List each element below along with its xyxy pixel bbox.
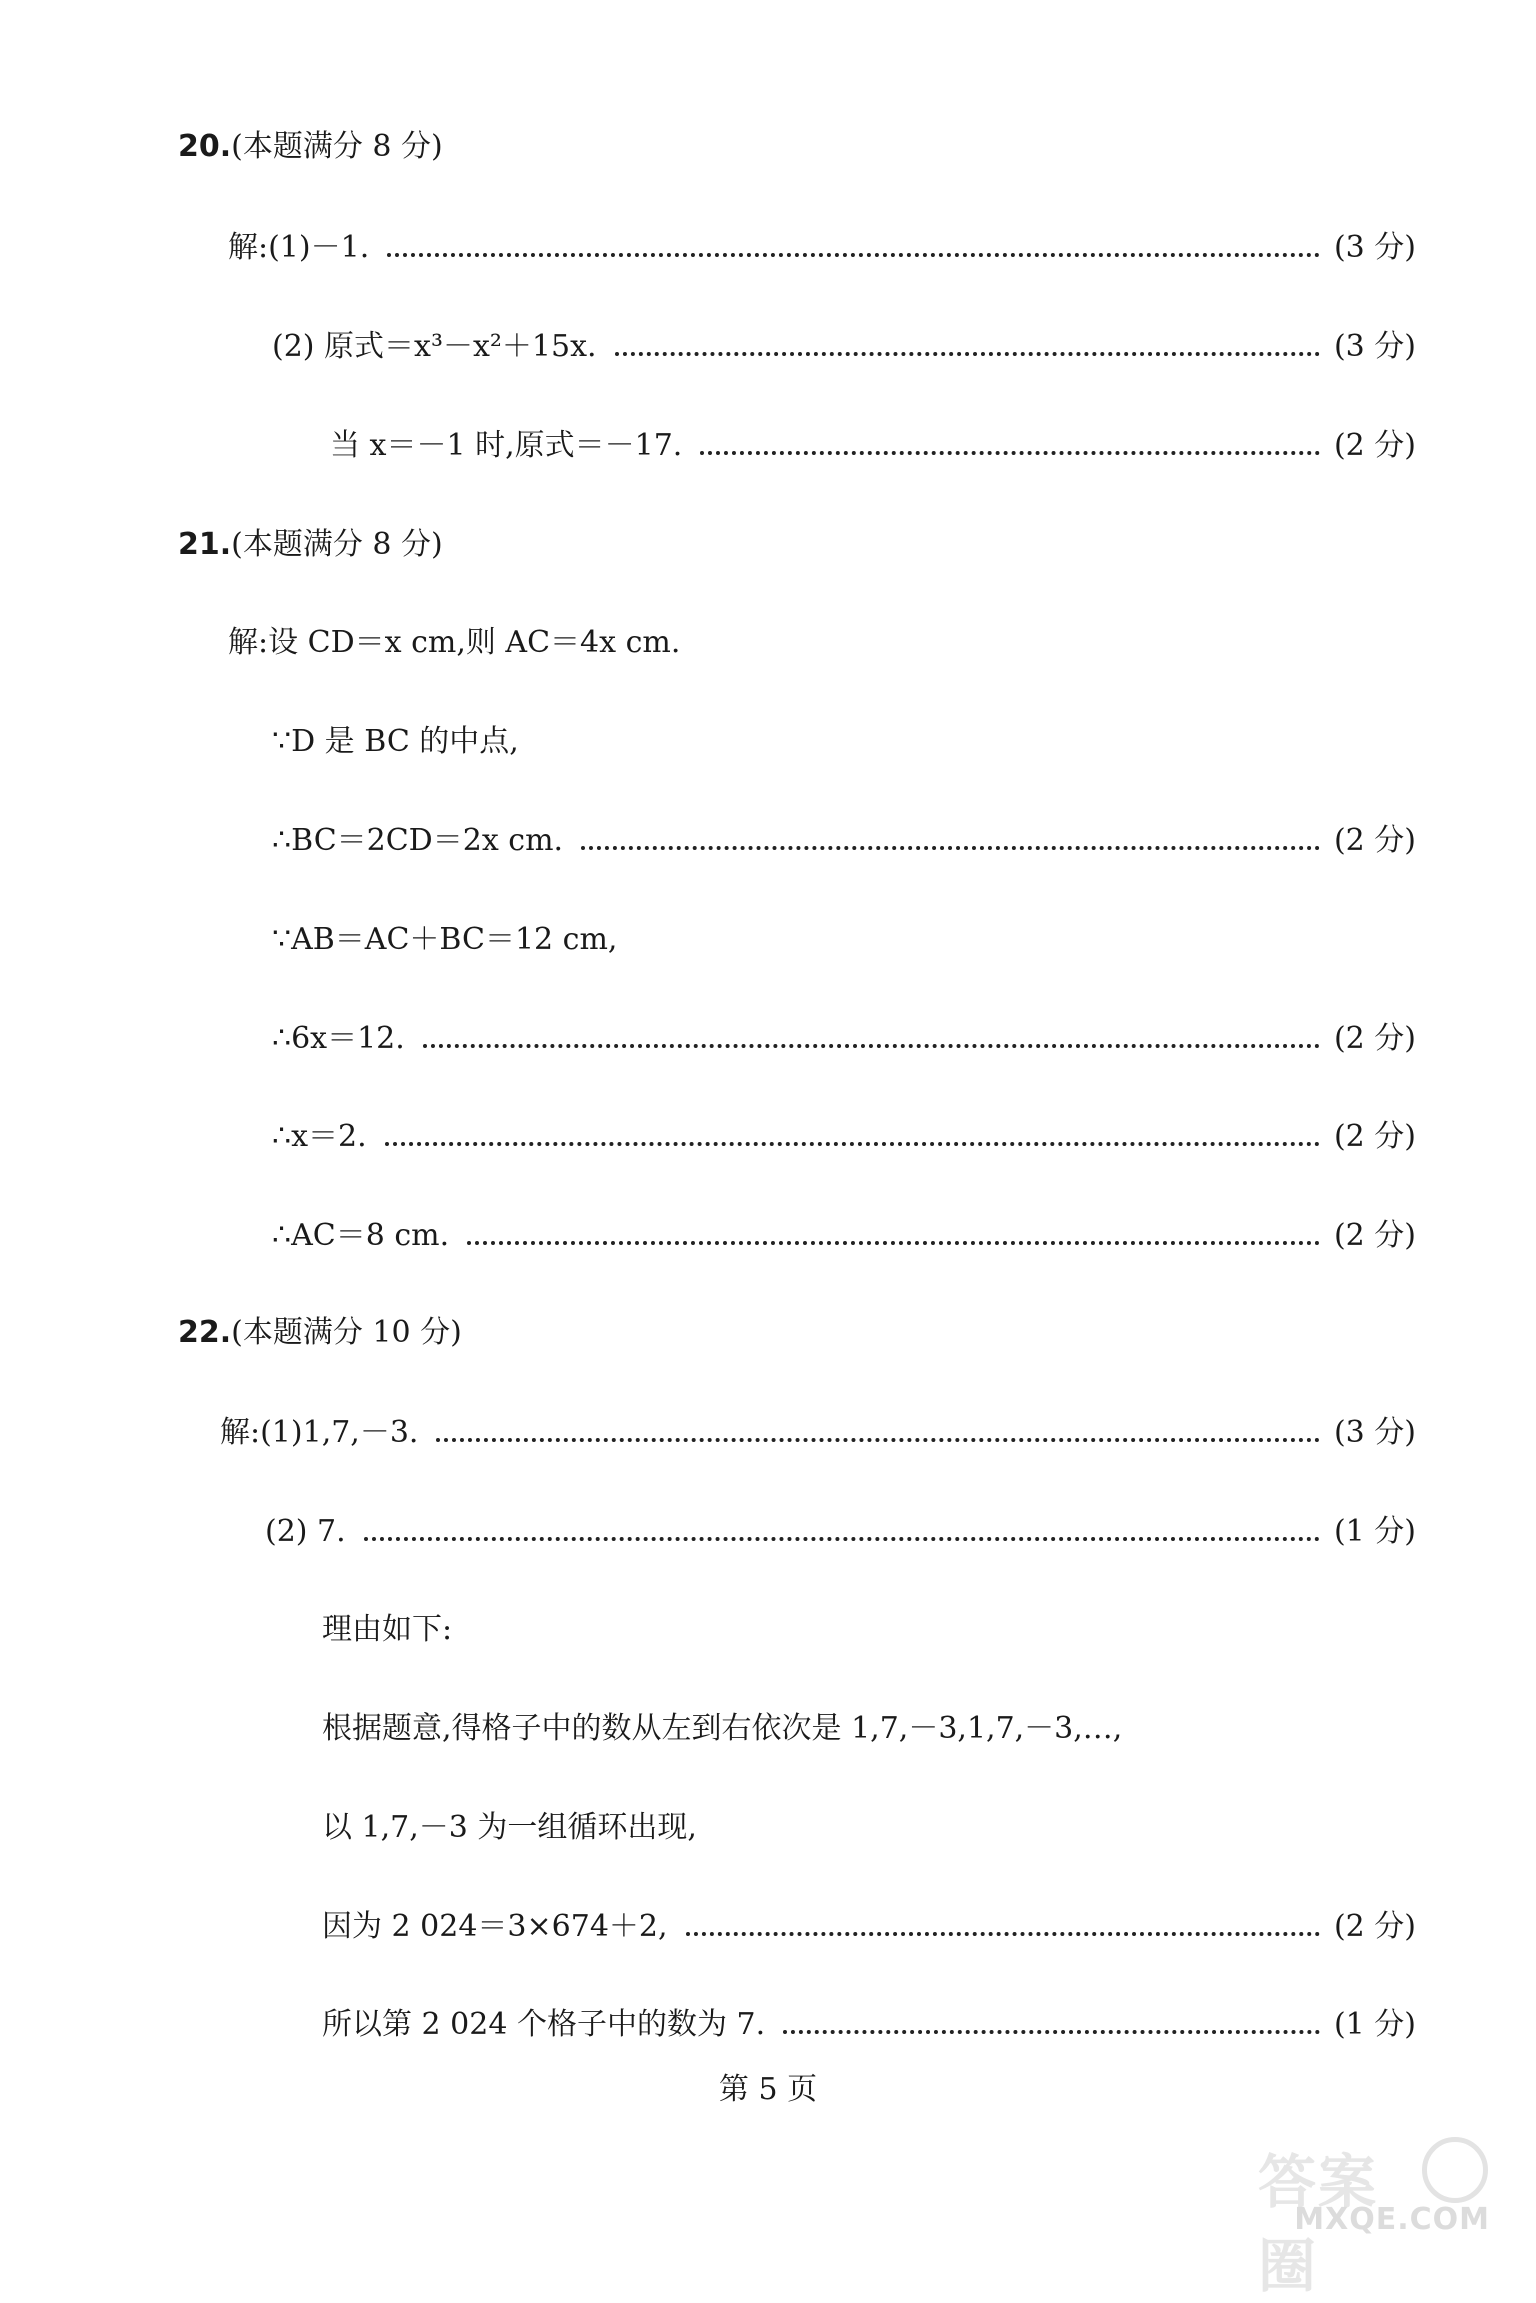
points-label: (2 分): [1333, 1021, 1416, 1056]
q21-heading: [178, 525, 443, 565]
q20-answer-line-1: [228, 228, 1416, 268]
q21-line-because-midpoint: ∵D 是 BC 的中点,: [272, 724, 519, 759]
points-label: (2 分): [1333, 823, 1416, 858]
dot-leader: [783, 2030, 1320, 2034]
dot-leader: [700, 451, 1320, 455]
q22-answer-line-1: [220, 1413, 1416, 1453]
answer-text: 所以第 2 024 个格子中的数为 7.: [322, 2007, 766, 2042]
q20-answer-line-3: [330, 426, 1416, 466]
q21-answer-line-bc: [272, 821, 1416, 861]
q20-heading: [178, 127, 443, 167]
dot-leader: [436, 1438, 1319, 1442]
q21-line-setup: 解:设 CD＝x cm,则 AC＝4x cm.: [228, 625, 681, 660]
q22-answer-line-2: [265, 1512, 1416, 1552]
q22-heading: [178, 1313, 462, 1353]
q21-answer-line-ac: [272, 1216, 1416, 1256]
dot-leader: [385, 1142, 1320, 1146]
q21-number: 21.: [178, 527, 232, 562]
points-label: (3 分): [1333, 230, 1416, 265]
points-label: (2 分): [1333, 1218, 1416, 1253]
dot-leader: [387, 253, 1320, 257]
answer-text: 当 x＝－1 时,原式＝－17.: [330, 428, 683, 463]
answer-text: ∴x＝2.: [272, 1119, 367, 1154]
q22-score-note: (本题满分 10 分): [231, 1315, 462, 1350]
q22-line-reason-intro: 理由如下:: [322, 1612, 453, 1647]
answer-text: ∴BC＝2CD＝2x cm.: [272, 823, 564, 858]
q21-score-note: (本题满分 8 分): [231, 527, 443, 562]
dot-leader: [686, 1932, 1320, 1936]
points-label: (3 分): [1333, 1415, 1416, 1450]
q22-number: 22.: [178, 1315, 232, 1350]
answer-text: 因为 2 024＝3×674＋2,: [322, 1909, 668, 1944]
points-label: (2 分): [1333, 428, 1416, 463]
watermark-bottom-text: MXQE.COM: [1294, 2202, 1490, 2237]
dot-leader: [423, 1044, 1320, 1048]
q22-answer-line-conclusion: [322, 2005, 1416, 2045]
q22-line-cycle: 以 1,7,－3 为一组循环出现,: [322, 1810, 697, 1845]
dot-leader: [615, 352, 1320, 356]
watermark-logo: [1258, 2125, 1498, 2300]
points-label: (3 分): [1333, 329, 1416, 364]
q20-number: 20.: [178, 129, 232, 164]
q21-line-because-ab: ∵AB＝AC＋BC＝12 cm,: [272, 922, 618, 957]
answer-text: ∴6x＝12.: [272, 1021, 405, 1056]
q21-answer-line-x: [272, 1117, 1416, 1157]
answer-text: 解:(1)－1.: [228, 230, 370, 265]
answer-text: (2) 原式＝x³－x²＋15x.: [272, 329, 597, 364]
points-label: (2 分): [1333, 1119, 1416, 1154]
answer-text: ∴AC＝8 cm.: [272, 1218, 450, 1253]
q22-answer-line-division: [322, 1907, 1416, 1947]
points-label: (2 分): [1333, 1909, 1416, 1944]
watermark-seal-icon: [1422, 2137, 1488, 2203]
answer-text: 解:(1)1,7,－3.: [220, 1415, 419, 1450]
dot-leader: [581, 846, 1320, 850]
points-label: (1 分): [1333, 1514, 1416, 1549]
q22-line-sequence: 根据题意,得格子中的数从左到右依次是 1,7,－3,1,7,－3,…,: [322, 1711, 1123, 1746]
answer-text: (2) 7.: [265, 1514, 346, 1549]
q20-answer-line-2: [272, 327, 1416, 367]
q21-answer-line-6x: [272, 1019, 1416, 1059]
watermark-top-text: 答案圈: [1258, 2148, 1379, 2300]
dot-leader: [467, 1241, 1320, 1245]
points-label: (1 分): [1333, 2007, 1416, 2042]
q20-score-note: (本题满分 8 分): [231, 129, 443, 164]
dot-leader: [364, 1537, 1320, 1541]
page-number: 第 5 页: [718, 2072, 818, 2107]
